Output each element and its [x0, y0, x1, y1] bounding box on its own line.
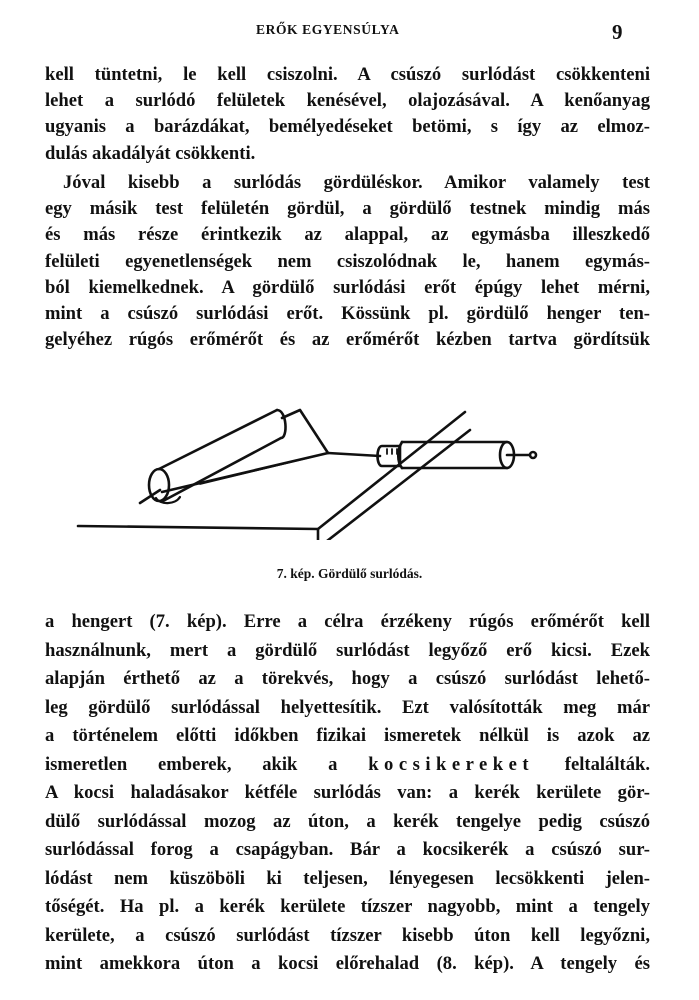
text-line: gelyéhez rúgós erőmérőt és az erőmérőt kézben tartva gördítsük — [45, 329, 650, 351]
running-title: ERŐK EGYENSÚLYA — [256, 22, 400, 37]
text-line: mint amekkora úton a kocsi előrehalad (8. kép). A tengely és — [45, 953, 650, 974]
text-line: ból kiemelkednek. A gördülő surlódási erőt épúgy lehet mérni, — [45, 276, 650, 298]
text-line: surlódással forog a csapágyban. Bár a kocsikerék a csúszó sur- — [45, 839, 650, 860]
text-line: használnunk, mert a gördülő surlódást legyőző erő kicsi. Ezek — [45, 639, 650, 661]
page-header — [0, 16, 699, 46]
text-line: leg gördülő surlódással helyettesítik. Ezt valósították meg már — [45, 696, 650, 718]
text-line: A kocsi haladásakor kétféle surlódás van: a kerék kerülete gör- — [45, 782, 650, 803]
text-line: mint a csúszó surlódási erőt. Kössünk pl. gördülő henger ten- — [45, 302, 650, 324]
paragraph-2 — [45, 170, 650, 353]
text-line-spaced — [45, 751, 650, 780]
text-line: kell tüntetni, le kell csiszolni. A csúszó surlódást csökkenteni — [45, 64, 650, 85]
text-line: lódást nem küszöböli ki teljesen, lényegesen lecsökkenti jelen- — [45, 867, 650, 889]
text-line: alapján érthető az a törekvés, hogy a csúszó surlódást lehető- — [45, 668, 650, 689]
text-segment: feltalálták. — [534, 753, 651, 775]
text-line: a hengert (7. kép). Erre a célra érzékeny rúgós erőmérőt kell — [45, 611, 650, 632]
text-line: Jóval kisebb a surlódás gördüléskor. Amikor valamely test — [63, 172, 650, 193]
text-line: lehet a surlódó felületek kenésével, olajozásával. A kenőanyag — [45, 90, 650, 112]
spring-scale — [378, 442, 537, 468]
text-line: és más része érintkezik az alappal, az egymásba illeszkedő — [45, 224, 650, 246]
table-slab — [78, 412, 470, 540]
text-line: egy másik test felületén gördül, a gördülő testnek mindig más — [45, 198, 650, 220]
text-line: felületi egyenetlenségek nem csiszolódnak le, hanem egymás- — [45, 250, 650, 272]
text-line: ugyanis a barázdákat, bemélyedéseket betömi, s így az elmoz- — [45, 116, 650, 138]
text-line: tőségét. Ha pl. a kerék kerülete tízszer nagyobb, mint a tengely — [45, 896, 650, 917]
emphasized-word: kocsikereket — [368, 753, 535, 775]
text-line: dülő surlódással mozog az úton, a kerék tengelye pedig csúszó — [45, 810, 650, 832]
text-line: a történelem előtti időkben fizikai ismeretek nélkül is azok az — [45, 725, 650, 746]
text-line: dulás akadályát csökkenti. — [45, 142, 256, 164]
rolling-cylinder — [140, 410, 286, 503]
figure-caption: 7. kép. Gördülő surlódás. — [276, 566, 423, 581]
text-line: kerülete, a csúszó surlódást tízszer kisebb úton kell legyőzni, — [45, 924, 650, 946]
figure-rolling-friction — [60, 380, 640, 540]
figure-illustration — [60, 380, 640, 540]
paragraph-3 — [45, 608, 650, 979]
paragraph-1 — [45, 62, 650, 167]
page-number: 9 — [612, 20, 623, 44]
text-segment: ismeretlen emberek, akik a — [45, 753, 369, 775]
